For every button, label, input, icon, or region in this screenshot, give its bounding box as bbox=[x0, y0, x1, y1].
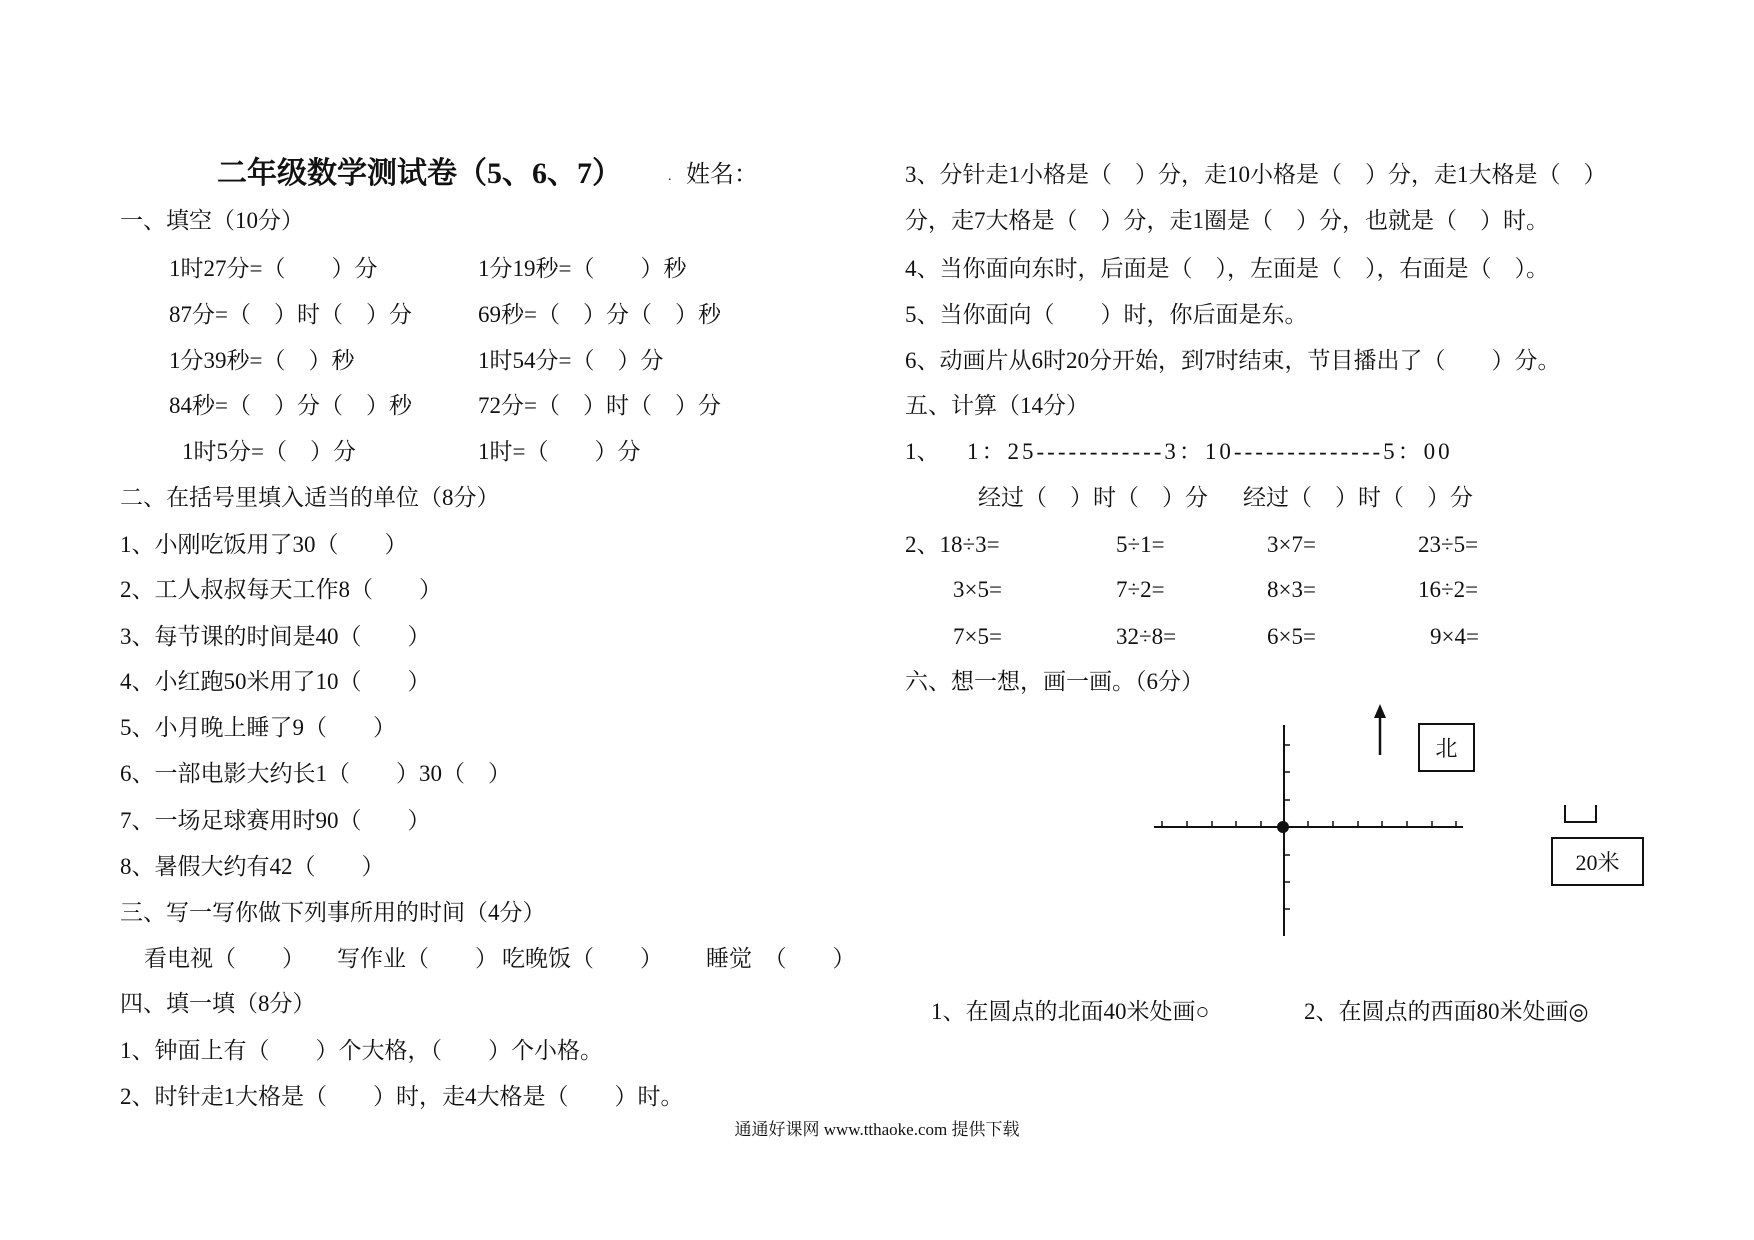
calc-item: 7÷2= bbox=[1116, 577, 1165, 602]
section2-item: 2、工人叔叔每天工作8（ ） bbox=[120, 577, 442, 602]
north-label-box bbox=[1418, 723, 1475, 772]
calc-item: 2、18÷3= bbox=[905, 532, 1000, 557]
calc-item: 5÷1= bbox=[1116, 532, 1165, 557]
section3-heading: 三、写一写你做下列事所用的时间（4分） bbox=[120, 900, 546, 925]
section1-row4-right: 72分=（ ）时（ ）分 bbox=[478, 393, 721, 418]
origin-dot bbox=[1277, 821, 1289, 833]
section2-item: 3、每节课的时间是40（ ） bbox=[120, 624, 431, 649]
section4-item: 4、当你面向东时，后面是（ ），左面是（ ），右面是（ ）。 bbox=[905, 256, 1549, 281]
section2-item: 7、一场足球赛用时90（ ） bbox=[120, 808, 431, 833]
section2-item: 1、小刚吃饭用了30（ ） bbox=[120, 532, 408, 557]
scale-label: 20米 bbox=[1575, 850, 1620, 875]
section1-heading: 一、填空（10分） bbox=[120, 208, 304, 233]
scale-bracket bbox=[1565, 805, 1596, 822]
section1-row2-right: 69秒=（ ）分（ ）秒 bbox=[478, 302, 721, 327]
section4-item: 6、动画片从6时20分开始，到7时结束，节目播出了（ ）分。 bbox=[905, 348, 1561, 373]
calc-item: 8×3= bbox=[1267, 577, 1316, 602]
scale-label-box bbox=[1551, 837, 1644, 886]
section5-q1-elapsed: 经过（ ）时（ ）分 bbox=[978, 485, 1208, 510]
section2-heading: 二、在括号里填入适当的单位（8分） bbox=[120, 485, 500, 510]
title-dot: . bbox=[668, 169, 672, 184]
section1-row1-right: 1分19秒=（ ）秒 bbox=[478, 256, 687, 281]
section5-q1-timeline: 1：25------------3：10--------------5：00 bbox=[967, 439, 1453, 464]
section2-item: 5、小月晚上睡了9（ ） bbox=[120, 715, 396, 740]
section1-row3-left: 1分39秒=（ ）秒 bbox=[169, 348, 355, 373]
direction-diagram bbox=[1140, 690, 1660, 940]
calc-item: 23÷5= bbox=[1418, 532, 1479, 557]
section3-item-tv: 看电视（ ） bbox=[144, 946, 305, 971]
section4-item: 1、钟面上有（ ）个大格，（ ）个小格。 bbox=[120, 1038, 603, 1063]
calc-item: 7×5= bbox=[953, 624, 1002, 649]
section1-row5-left: 1时5分=（ ）分 bbox=[182, 439, 356, 464]
section2-item: 4、小红跑50米用了10（ ） bbox=[120, 669, 431, 694]
north-arrow-head bbox=[1374, 704, 1386, 718]
section4-item: 2、时针走1大格是（ ）时，走4大格是（ ）时。 bbox=[120, 1084, 684, 1109]
section2-item: 8、暑假大约有42（ ） bbox=[120, 854, 385, 879]
name-label: 姓名： bbox=[686, 162, 758, 188]
section6-instruction: 1、在圆点的北面40米处画○ bbox=[931, 999, 1210, 1024]
calc-item: 9×4= bbox=[1430, 624, 1479, 649]
section3-item-homework: 写作业（ ） bbox=[337, 946, 498, 971]
section5-q1-elapsed: 经过（ ）时（ ）分 bbox=[1243, 485, 1473, 510]
section3-item-sleep: 睡觉 （ ） bbox=[706, 946, 856, 971]
section1-row4-left: 84秒=（ ）分（ ）秒 bbox=[169, 393, 412, 418]
section5-q1-number: 1、 bbox=[905, 439, 940, 464]
section2-item: 6、一部电影大约长1（ ）30（ ） bbox=[120, 761, 511, 786]
section1-row3-right: 1时54分=（ ）分 bbox=[478, 348, 664, 373]
section4-item: 3、分针走1小格是（ ）分，走10小格是（ ）分，走1大格是（ ） bbox=[905, 162, 1607, 187]
calc-item: 32÷8= bbox=[1116, 624, 1177, 649]
section1-row5-right: 1时=（ ）分 bbox=[478, 439, 641, 464]
section4-item: 5、当你面向（ ）时，你后面是东。 bbox=[905, 302, 1308, 327]
section1-row2-left: 87分=（ ）时（ ）分 bbox=[169, 302, 412, 327]
calc-item: 3×7= bbox=[1267, 532, 1316, 557]
calc-item: 16÷2= bbox=[1418, 577, 1479, 602]
section4-item-continued: 分，走7大格是（ ）分，走1圈是（ ）分，也就是（ ）时。 bbox=[905, 208, 1549, 233]
footer-credit: 通通好课网 www.tthaoke.com 提供下载 bbox=[734, 1120, 1020, 1139]
page-title: 二年级数学测试卷（5、6、7） bbox=[217, 157, 622, 190]
section4-heading: 四、填一填（8分） bbox=[120, 991, 316, 1016]
calc-item: 6×5= bbox=[1267, 624, 1316, 649]
section3-item-dinner: 吃晚饭（ ） bbox=[502, 946, 663, 971]
section6-instruction: 2、在圆点的西面80米处画◎ bbox=[1304, 999, 1589, 1024]
section5-heading: 五、计算（14分） bbox=[905, 393, 1089, 418]
section6-heading: 六、想一想，画一画。（6分） bbox=[905, 669, 1204, 694]
section1-row1-left: 1时27分=（ ）分 bbox=[169, 256, 378, 281]
north-label: 北 bbox=[1435, 736, 1458, 761]
calc-item: 3×5= bbox=[953, 577, 1002, 602]
